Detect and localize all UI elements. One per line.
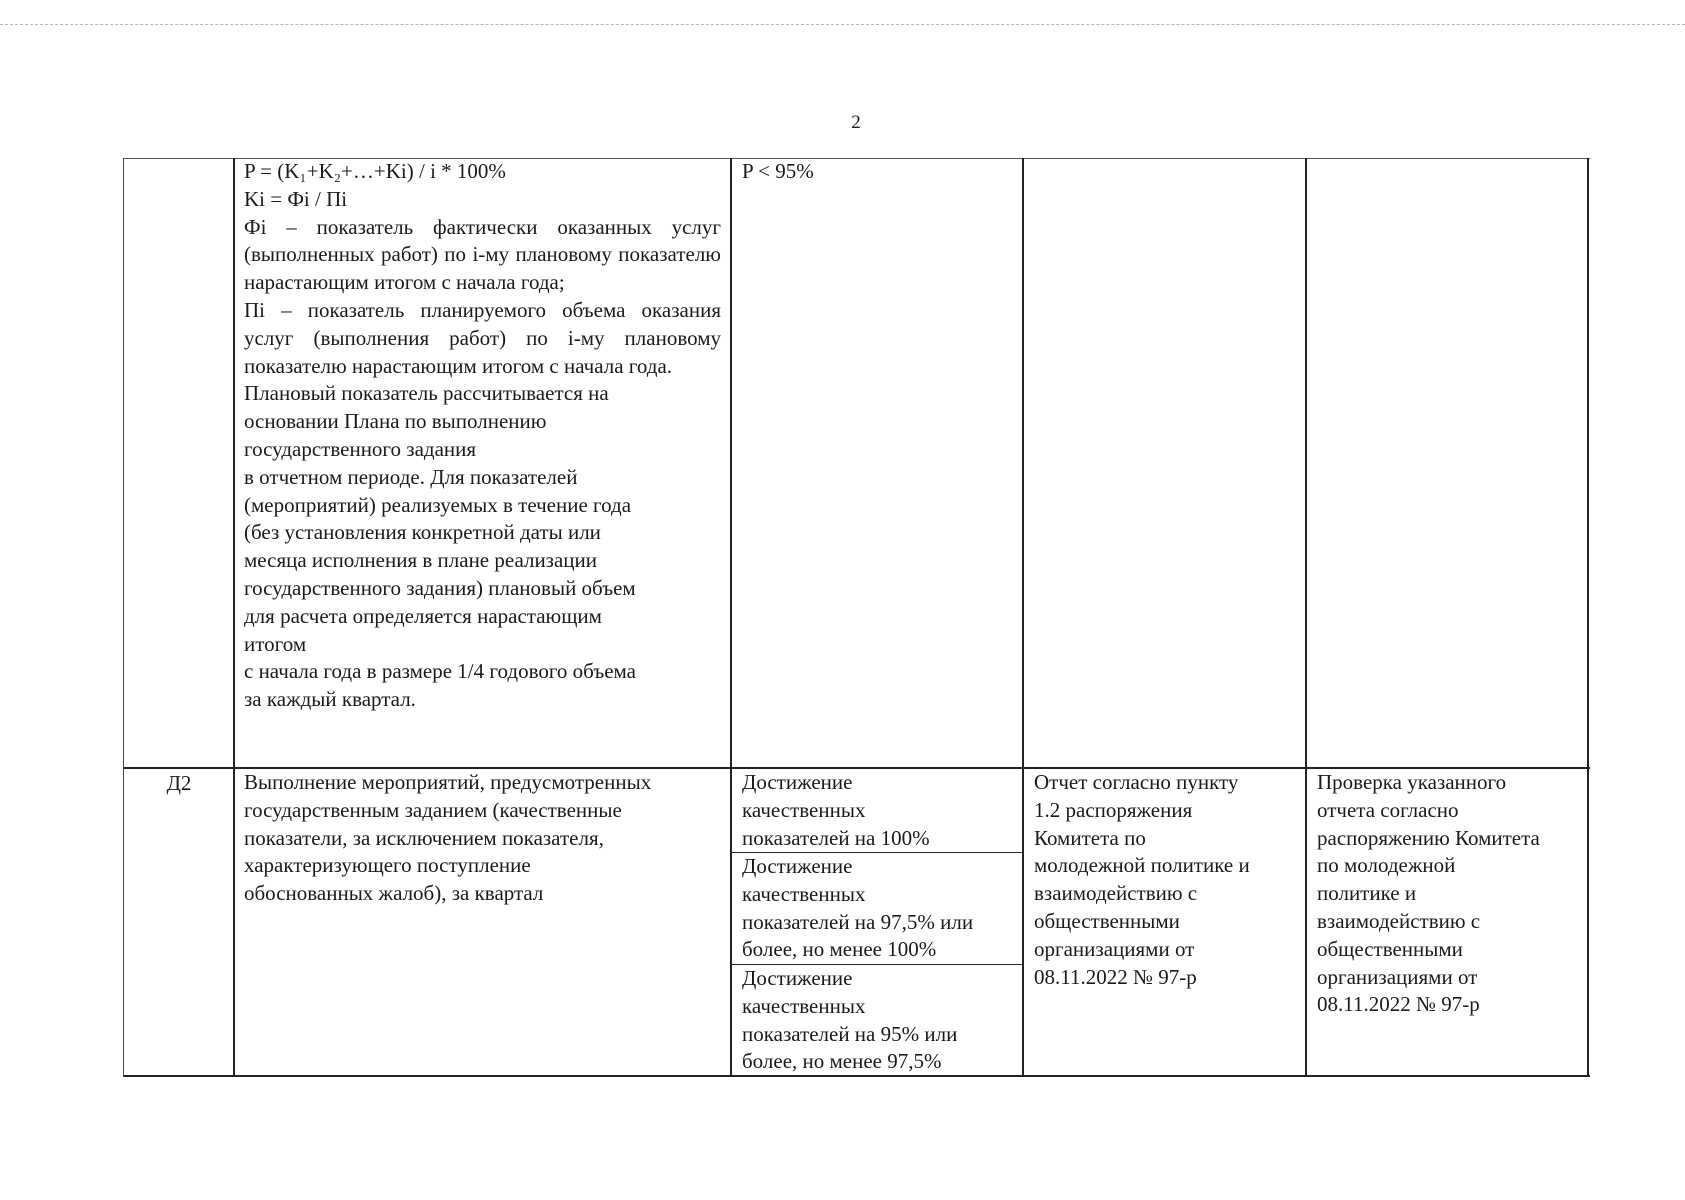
source-line: 08.11.2022 № 97-р: [1034, 964, 1197, 989]
verification-line: Проверка указанного: [1317, 770, 1507, 794]
condition-cell-97-5: [742, 853, 1018, 964]
description-line: государственным заданием (качественные: [244, 797, 622, 822]
condition-line: более, но менее 100%: [742, 937, 937, 962]
verification-line: политике и: [1317, 881, 1417, 906]
condition-cell-100: [742, 769, 1018, 852]
source-line: общественными: [1034, 908, 1180, 933]
plan-line: Плановый показатель рассчитывается на: [244, 381, 609, 406]
plan-line: государственного задания: [244, 436, 477, 461]
criterion-code: Д2: [166, 771, 192, 795]
source-line: Комитета по: [1034, 825, 1146, 850]
source-line: молодежной политике и: [1034, 853, 1250, 878]
verification-line: общественными: [1317, 936, 1463, 961]
description-line: показатели, за исключением показателя,: [244, 825, 604, 850]
plan-line: (мероприятий) реализуемых в течение года: [244, 492, 632, 517]
source-line: Отчет согласно пункту: [1034, 770, 1239, 794]
plan-line: для расчета определяется нарастающим: [244, 603, 602, 628]
verification-line: взаимодействию с: [1317, 908, 1481, 933]
definition-fi: Фi – показатель фактически оказанных услуг (выполненных работ) по i-му плановому показателю нарастающим итогом с начала года;: [244, 214, 721, 295]
column-divider-1: [233, 158, 235, 1077]
column-divider-3: [1022, 158, 1024, 1077]
table-left-border: [123, 158, 124, 1077]
plan-line: за каждый квартал.: [244, 687, 416, 712]
formula-line: Ki = Фi / Пi: [244, 186, 348, 211]
description-line: обоснованных жалоб), за квартал: [244, 881, 544, 906]
column-divider-4: [1305, 158, 1307, 1077]
condition-line: показателей на 100%: [742, 825, 930, 850]
plan-line: основании Плана по выполнению: [244, 409, 547, 434]
condition-line: Достижение: [742, 854, 853, 878]
plan-line: государственного задания) плановый объем: [244, 575, 636, 600]
source-line: взаимодействию с: [1034, 881, 1198, 906]
plan-line: (без установления конкретной даты или: [244, 520, 601, 545]
verification-line: отчета согласно: [1317, 797, 1459, 822]
condition-line: показателей на 95% или: [742, 1021, 958, 1046]
definition-pi: Пi – показатель планируемого объема оказания услуг (выполнения работ) по i-му плановому показателю нарастающим итогом с начала года.: [244, 297, 721, 378]
description-line: Выполнение мероприятий, предусмотренных: [244, 770, 652, 794]
formula-line: P = (K₁+K₂+…+Ki) / i * 100%: [244, 159, 506, 183]
formula-cell: [244, 158, 721, 714]
plan-line: с начала года в размере 1/4 годового объема: [244, 659, 636, 684]
condition-cell-95: [742, 965, 1018, 1076]
table-right-border: [1587, 158, 1589, 1077]
source-cell: [1034, 769, 1302, 991]
plan-line: в отчетном периоде. Для показателей: [244, 464, 578, 489]
condition-cell: P < 95%: [742, 159, 814, 183]
condition-line: качественных: [742, 881, 866, 906]
page-number: 2: [851, 112, 861, 133]
condition-line: Достижение: [742, 966, 853, 990]
condition-line: показателей на 97,5% или: [742, 909, 974, 934]
description-line: характеризующего поступление: [244, 853, 531, 878]
verification-cell: [1317, 769, 1585, 1019]
scan-edge-artifact: [0, 24, 1685, 25]
plan-line: месяца исполнения в плане реализации: [244, 548, 598, 573]
condition-line: качественных: [742, 797, 866, 822]
verification-line: 08.11.2022 № 97-р: [1317, 992, 1480, 1017]
condition-line: Достижение: [742, 770, 853, 794]
source-line: 1.2 распоряжения: [1034, 797, 1193, 822]
condition-line: качественных: [742, 993, 866, 1018]
source-line: организациями от: [1034, 936, 1195, 961]
verification-line: по молодежной: [1317, 853, 1456, 878]
plan-line: итогом: [244, 631, 307, 656]
verification-line: распоряжению Комитета: [1317, 825, 1540, 850]
verification-line: организациями от: [1317, 964, 1478, 989]
condition-line: более, но менее 97,5%: [742, 1049, 942, 1074]
column-divider-2: [730, 158, 732, 1077]
description-cell: [244, 769, 724, 908]
